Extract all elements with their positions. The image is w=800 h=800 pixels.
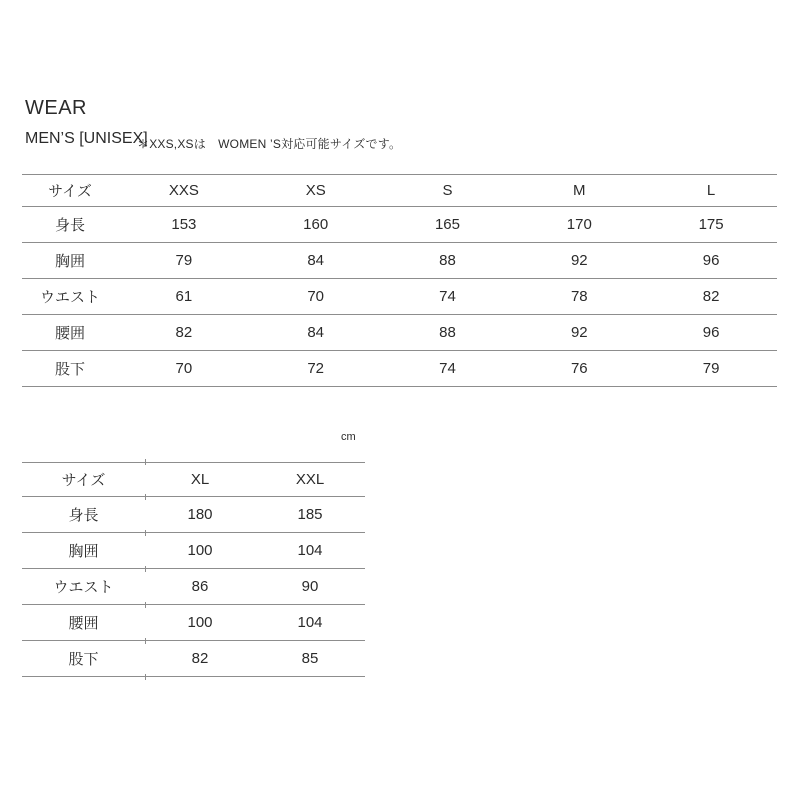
size-value-cell: 61 bbox=[175, 288, 193, 305]
size-table-row bbox=[22, 533, 365, 569]
size-value-cell: 100 bbox=[187, 542, 213, 559]
measurement-label-cell: ウエスト bbox=[22, 569, 145, 605]
size-table-row bbox=[22, 207, 777, 243]
size-table-row bbox=[22, 569, 365, 605]
size-header-cell: XL bbox=[190, 471, 210, 488]
measurement-label-cell: 腰囲 bbox=[54, 325, 85, 342]
size-value-cell: 185 bbox=[297, 506, 323, 523]
size-value-cell: 104 bbox=[297, 542, 323, 559]
size-header-cell: L bbox=[706, 182, 716, 199]
size-table-row bbox=[22, 605, 365, 641]
measurement-label-cell: 股下 bbox=[54, 361, 85, 378]
mens-unisex-heading: MEN’S [UNISEX] bbox=[25, 130, 148, 147]
size-value-cell: 70 bbox=[307, 288, 325, 305]
size-value-cell: 170 bbox=[566, 216, 592, 233]
size-value-cell: 180 bbox=[187, 506, 213, 523]
size-label-header-cell: サイズ bbox=[22, 463, 145, 497]
size-header-cell: XXS bbox=[168, 182, 199, 199]
size-value-cell: 88 bbox=[439, 252, 456, 269]
size-table-row bbox=[22, 243, 777, 279]
womens-compatibility-note: ＊XXS,XSは WOMEN ’S対応可能サイズです。 bbox=[137, 137, 402, 151]
size-value-cell: 82 bbox=[702, 288, 720, 305]
size-value-cell: 82 bbox=[191, 650, 209, 667]
size-value-cell: 84 bbox=[307, 324, 325, 341]
size-header-cell: S bbox=[442, 182, 453, 199]
measurement-label-cell: 胸囲 bbox=[54, 253, 85, 270]
size-value-cell: 72 bbox=[307, 360, 325, 377]
size-value-cell: 86 bbox=[191, 578, 209, 595]
size-label-header-cell: サイズ bbox=[48, 183, 92, 200]
measurement-label-cell: 胸囲 bbox=[22, 533, 145, 569]
size-value-cell: 84 bbox=[307, 252, 325, 269]
measurement-label-cell: 腰囲 bbox=[22, 605, 145, 641]
size-value-cell: 175 bbox=[698, 216, 724, 233]
size-value-cell: 76 bbox=[570, 360, 588, 377]
size-table-header-row bbox=[22, 463, 365, 497]
size-value-cell: 153 bbox=[171, 216, 197, 233]
measurement-label-cell: ウエスト bbox=[39, 289, 100, 306]
size-value-cell: 104 bbox=[297, 614, 323, 631]
size-table-row bbox=[22, 497, 365, 533]
size-value-cell: 78 bbox=[570, 288, 588, 305]
measurement-label-cell: 身長 bbox=[54, 217, 85, 234]
page-title: WEAR bbox=[25, 97, 87, 119]
size-table-xxs-to-l bbox=[22, 174, 777, 387]
size-value-cell: 79 bbox=[175, 252, 193, 269]
size-value-cell: 100 bbox=[187, 614, 213, 631]
size-table-xl-to-xxl bbox=[22, 462, 365, 677]
size-value-cell: 165 bbox=[434, 216, 460, 233]
size-value-cell: 160 bbox=[303, 216, 329, 233]
size-value-cell: 92 bbox=[570, 252, 588, 269]
size-header-cell: XS bbox=[305, 182, 326, 199]
size-header-cell: M bbox=[573, 182, 586, 199]
size-table-row bbox=[22, 315, 777, 351]
size-table-row bbox=[22, 279, 777, 315]
size-value-cell: 82 bbox=[175, 324, 193, 341]
size-value-cell: 92 bbox=[570, 324, 588, 341]
size-value-cell: 85 bbox=[301, 650, 319, 667]
size-table-row bbox=[22, 351, 777, 387]
size-value-cell: 74 bbox=[439, 360, 456, 377]
size-table-row bbox=[22, 641, 365, 677]
measurement-label-cell: 股下 bbox=[22, 641, 145, 677]
size-value-cell: 96 bbox=[702, 252, 720, 269]
size-value-cell: 70 bbox=[175, 360, 193, 377]
size-value-cell: 90 bbox=[301, 578, 319, 595]
size-value-cell: 74 bbox=[439, 288, 456, 305]
size-value-cell: 96 bbox=[702, 324, 720, 341]
size-value-cell: 79 bbox=[702, 360, 720, 377]
measurement-label-cell: 身長 bbox=[22, 497, 145, 533]
unit-label-cm: cm bbox=[341, 431, 356, 443]
size-header-cell: XXL bbox=[295, 471, 325, 488]
size-table-header-row bbox=[22, 175, 777, 207]
size-value-cell: 88 bbox=[439, 324, 456, 341]
